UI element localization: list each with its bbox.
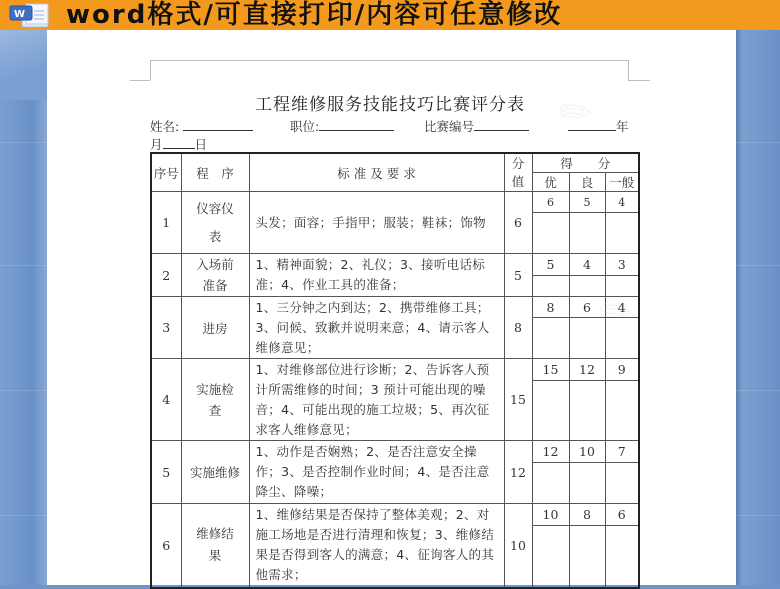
- month-day-field[interactable]: [150, 135, 207, 153]
- score-excellent: 8: [532, 297, 569, 318]
- header-score: 得 分: [532, 153, 639, 173]
- input-good[interactable]: [569, 526, 605, 588]
- row-points: 10: [504, 504, 532, 588]
- row-points: 12: [504, 441, 532, 504]
- header-no: 序号: [151, 153, 181, 192]
- match-number-field[interactable]: [424, 117, 529, 135]
- crop-mark-top-left: [150, 60, 151, 80]
- match-number-blank[interactable]: [474, 118, 529, 131]
- year-label: 年: [616, 119, 629, 134]
- table-row: [151, 504, 639, 526]
- row-no: 4: [151, 359, 181, 441]
- row-standard: 1、精神面貌；2、礼仪；3、接听电话标准；4、作业工具的准备；: [249, 254, 504, 297]
- row-standard: 头发；面容；手指甲；服装；鞋袜；饰物: [249, 192, 504, 254]
- row-no: 5: [151, 441, 181, 504]
- input-good[interactable]: [569, 318, 605, 359]
- row-procedure: 实施维修: [181, 441, 249, 504]
- input-excellent[interactable]: [532, 526, 569, 588]
- score-good: 12: [569, 359, 605, 381]
- input-good[interactable]: [569, 463, 605, 504]
- row-points: 8: [504, 297, 532, 359]
- input-excellent[interactable]: [532, 463, 569, 504]
- svg-text:W: W: [14, 9, 26, 20]
- position-blank[interactable]: [319, 118, 394, 131]
- score-excellent: 15: [532, 359, 569, 381]
- input-average[interactable]: [605, 463, 639, 504]
- input-good[interactable]: [569, 213, 605, 254]
- score-good: 10: [569, 441, 605, 463]
- table-row: [151, 297, 639, 318]
- header-procedure: 程 序: [181, 153, 249, 192]
- document-title: 工程维修服务技能技巧比赛评分表: [255, 95, 525, 115]
- input-average[interactable]: [605, 276, 639, 297]
- row-standard: 1、对维修部位进行诊断；2、告诉客人预计所需维修的时间；3 预计可能出现的噪音；4、可能出现的施工垃圾；5、再次征求客人维修意见；: [249, 359, 504, 441]
- score-excellent: 10: [532, 504, 569, 526]
- header-good: 良: [569, 173, 605, 192]
- table-row: [151, 441, 639, 463]
- name-label: 姓名:: [150, 119, 180, 134]
- crop-mark-top-right: [628, 60, 629, 80]
- score-excellent: 6: [532, 192, 569, 213]
- table-row: [151, 359, 639, 381]
- input-average[interactable]: [605, 381, 639, 441]
- input-excellent[interactable]: [532, 213, 569, 254]
- score-average: 7: [605, 441, 639, 463]
- input-average[interactable]: [605, 318, 639, 359]
- score-average: 9: [605, 359, 639, 381]
- score-good: 6: [569, 297, 605, 318]
- score-good: 5: [569, 192, 605, 213]
- score-average: 4: [605, 192, 639, 213]
- header-standard: 标 准 及 要 求: [249, 153, 504, 192]
- score-excellent: 5: [532, 254, 569, 276]
- match-number-label: 比赛编号: [424, 119, 475, 134]
- day-label: 日: [194, 137, 208, 152]
- row-procedure: 实施检 查: [181, 359, 249, 441]
- score-average: 6: [605, 504, 639, 526]
- year-blank[interactable]: [568, 118, 616, 131]
- score-table: [150, 152, 640, 589]
- name-field[interactable]: [150, 117, 253, 135]
- input-excellent[interactable]: [532, 381, 569, 441]
- row-standard: 1、维修结果是否保持了整体美观；2、对施工场地是否进行清理和恢复；3、维修结果是否得到客人的满意；4、征询客人的其他需求；: [249, 504, 504, 588]
- input-good[interactable]: [569, 276, 605, 297]
- name-blank[interactable]: [183, 118, 253, 131]
- promo-banner: [0, 0, 780, 30]
- word-document-icon: [8, 3, 52, 28]
- row-standard: 1、三分钟之内到达；2、携带维修工具；3、问候、致歉并说明来意；4、请示客人维修意见；: [249, 297, 504, 359]
- score-excellent: 12: [532, 441, 569, 463]
- row-points: 5: [504, 254, 532, 297]
- input-excellent[interactable]: [532, 276, 569, 297]
- input-average[interactable]: [605, 213, 639, 254]
- header-average: 一般: [605, 173, 639, 192]
- input-excellent[interactable]: [532, 318, 569, 359]
- row-procedure: 维修结 果: [181, 504, 249, 588]
- score-average: 3: [605, 254, 639, 276]
- header-points: 分 值: [504, 153, 532, 192]
- crop-mark-top-line: [150, 60, 628, 61]
- score-good: 4: [569, 254, 605, 276]
- table-row: [151, 254, 639, 276]
- banner-text: word格式/可直接打印/内容可任意修改: [66, 0, 563, 30]
- position-field[interactable]: [290, 117, 394, 135]
- row-no: 6: [151, 504, 181, 588]
- header-excellent: 优: [532, 173, 569, 192]
- position-label: 职位:: [290, 119, 320, 134]
- table-row: [151, 192, 639, 213]
- row-standard: 1、动作是否娴熟；2、是否注意安全操作；3、是否控制作业时间；4、是否注意降尘、降噪；: [249, 441, 504, 504]
- row-no: 3: [151, 297, 181, 359]
- row-procedure: 进房: [181, 297, 249, 359]
- row-procedure: 入场前 准备: [181, 254, 249, 297]
- crop-mark-top-left-h: [130, 80, 150, 81]
- input-good[interactable]: [569, 381, 605, 441]
- row-points: 15: [504, 359, 532, 441]
- score-average: 4: [605, 297, 639, 318]
- table-header-row: [151, 153, 639, 173]
- row-points: 6: [504, 192, 532, 254]
- month-label: 月: [150, 137, 163, 152]
- year-field[interactable]: [568, 117, 629, 135]
- score-good: 8: [569, 504, 605, 526]
- row-procedure: 仪容仪 表: [181, 192, 249, 254]
- input-average[interactable]: [605, 526, 639, 588]
- row-no: 1: [151, 192, 181, 254]
- month-blank[interactable]: [163, 136, 195, 149]
- row-no: 2: [151, 254, 181, 297]
- crop-mark-top-right-h: [628, 80, 650, 81]
